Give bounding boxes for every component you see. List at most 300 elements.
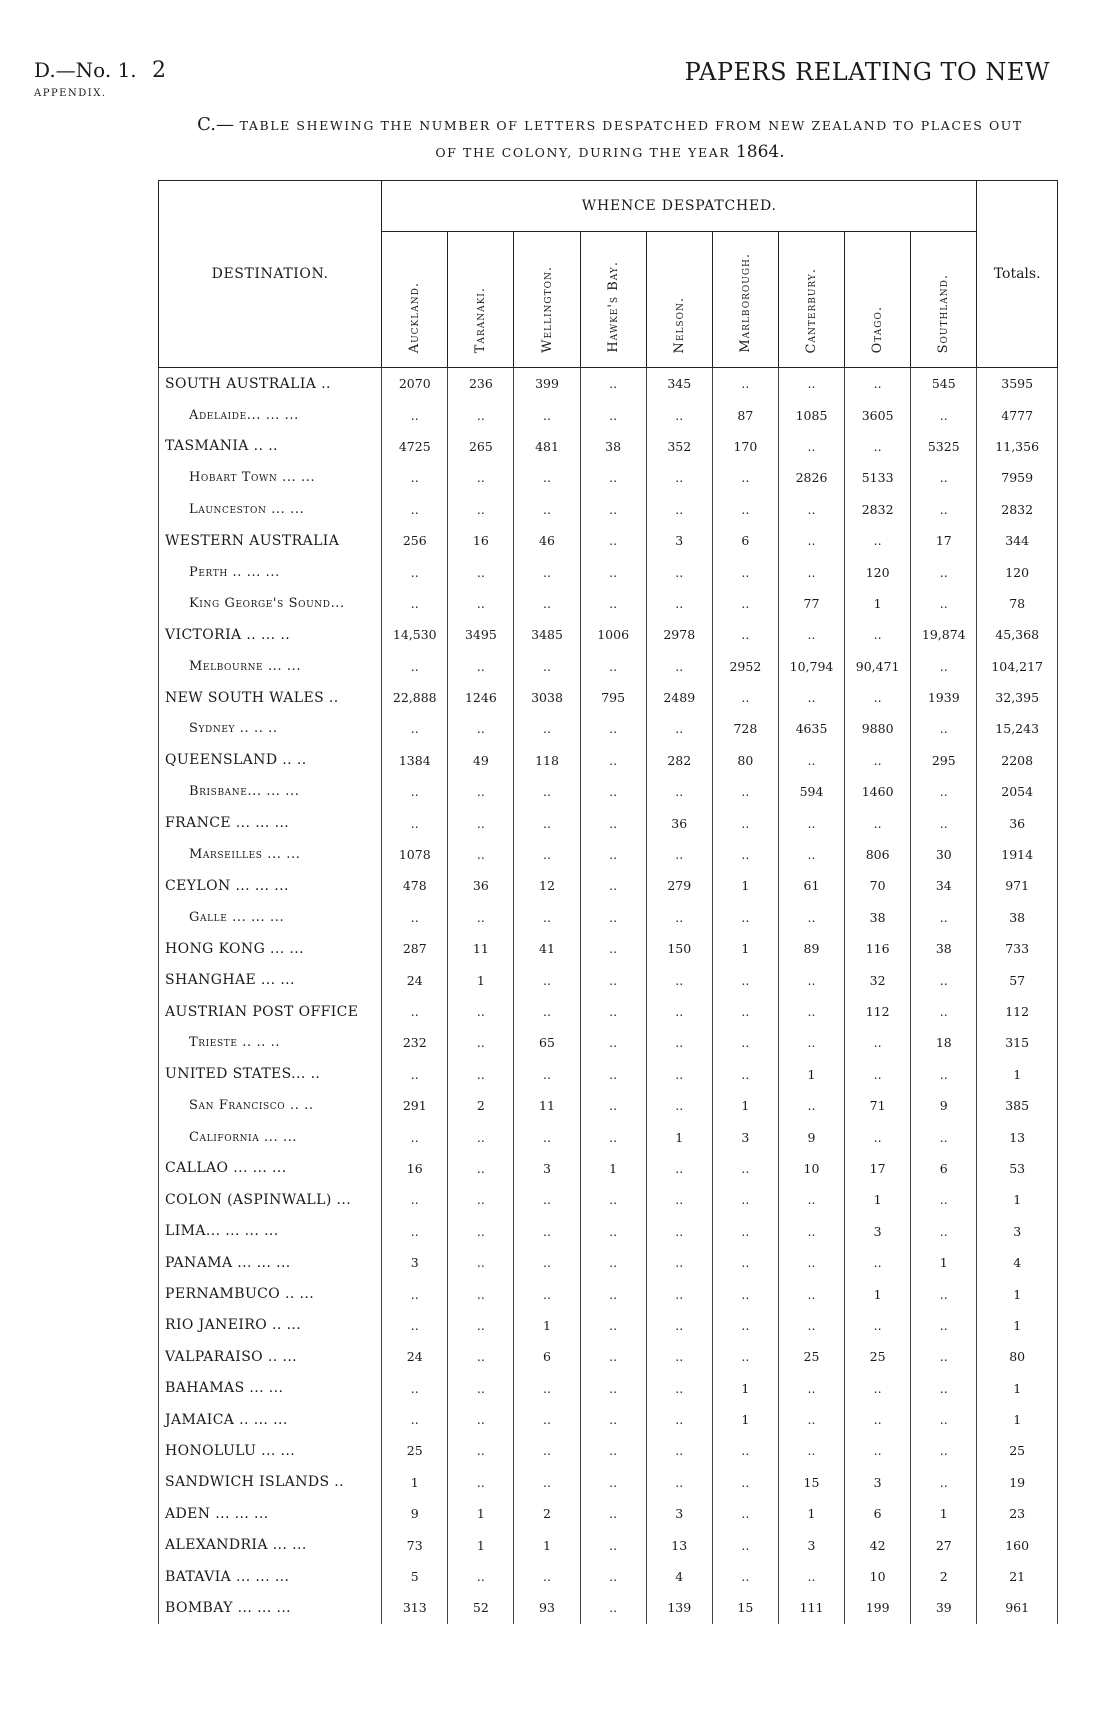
value-cell: .. xyxy=(712,1529,778,1560)
value-cell: .. xyxy=(646,1184,712,1215)
value-cell: 18 xyxy=(911,1027,977,1058)
value-cell: 4725 xyxy=(382,431,448,462)
destination-cell: Galle ... ... ... xyxy=(159,902,382,933)
total-cell: 21 xyxy=(977,1561,1058,1592)
value-cell: .. xyxy=(911,1121,977,1152)
value-cell: 46 xyxy=(514,525,580,556)
value-cell: 9 xyxy=(778,1121,844,1152)
value-cell: 1 xyxy=(778,1059,844,1090)
value-cell: .. xyxy=(712,682,778,713)
value-cell: .. xyxy=(911,651,977,682)
value-cell: .. xyxy=(778,996,844,1027)
table-row xyxy=(159,1592,1058,1623)
table-row xyxy=(159,807,1058,838)
value-cell: .. xyxy=(448,556,514,587)
value-cell: .. xyxy=(448,1435,514,1466)
value-cell: 38 xyxy=(845,902,911,933)
value-cell: 6 xyxy=(712,525,778,556)
value-cell: 291 xyxy=(382,1090,448,1121)
value-cell: .. xyxy=(448,1059,514,1090)
value-cell: .. xyxy=(580,745,646,776)
value-cell: 3038 xyxy=(514,682,580,713)
value-cell: .. xyxy=(448,651,514,682)
value-cell: 5133 xyxy=(845,462,911,493)
value-cell: .. xyxy=(580,1498,646,1529)
value-cell: .. xyxy=(712,1278,778,1309)
value-cell: .. xyxy=(712,494,778,525)
value-cell: 478 xyxy=(382,870,448,901)
value-cell: .. xyxy=(580,1404,646,1435)
destination-cell: Hobart Town ... ... xyxy=(159,462,382,493)
province-header xyxy=(580,232,646,368)
value-cell: .. xyxy=(514,996,580,1027)
value-cell: 1 xyxy=(778,1498,844,1529)
value-cell: .. xyxy=(448,776,514,807)
destination-cell: RIO JANEIRO .. ... xyxy=(159,1310,382,1341)
value-cell: .. xyxy=(448,1153,514,1184)
document-reference xyxy=(34,58,137,99)
table-title-line2: OF THE COLONY, DURING THE YEAR xyxy=(435,145,731,160)
value-cell: 2832 xyxy=(845,494,911,525)
value-cell: .. xyxy=(778,1310,844,1341)
value-cell: 118 xyxy=(514,745,580,776)
total-cell: 38 xyxy=(977,902,1058,933)
value-cell: .. xyxy=(580,996,646,1027)
value-cell: 89 xyxy=(778,933,844,964)
whence-despatched-header: WHENCE DESPATCHED. xyxy=(382,181,977,232)
value-cell: .. xyxy=(382,556,448,587)
total-cell: 1 xyxy=(977,1278,1058,1309)
value-cell: .. xyxy=(580,1278,646,1309)
value-cell: .. xyxy=(382,902,448,933)
value-cell: .. xyxy=(646,902,712,933)
destination-cell: VALPARAISO .. ... xyxy=(159,1341,382,1372)
value-cell: .. xyxy=(382,651,448,682)
destination-cell: LIMA... ... ... ... xyxy=(159,1216,382,1247)
total-cell: 23 xyxy=(977,1498,1058,1529)
destination-cell: King George's Sound... xyxy=(159,588,382,619)
table-title xyxy=(170,112,1050,166)
value-cell: .. xyxy=(580,1121,646,1152)
total-cell: 53 xyxy=(977,1153,1058,1184)
table-row xyxy=(159,1027,1058,1058)
value-cell: .. xyxy=(382,713,448,744)
value-cell: .. xyxy=(646,1467,712,1498)
table-row xyxy=(159,368,1058,400)
value-cell: 27 xyxy=(911,1529,977,1560)
province-header-label: Wellington. xyxy=(539,266,555,353)
value-cell: .. xyxy=(911,1467,977,1498)
value-cell: 1 xyxy=(448,964,514,995)
value-cell: 10,794 xyxy=(778,651,844,682)
value-cell: .. xyxy=(580,1184,646,1215)
province-header-label: Otago. xyxy=(870,305,886,353)
province-header xyxy=(646,232,712,368)
value-cell: 32 xyxy=(845,964,911,995)
value-cell: .. xyxy=(382,776,448,807)
value-cell: .. xyxy=(646,1435,712,1466)
value-cell: .. xyxy=(448,713,514,744)
value-cell: .. xyxy=(514,839,580,870)
value-cell: 545 xyxy=(911,368,977,400)
value-cell: 1384 xyxy=(382,745,448,776)
province-header xyxy=(448,232,514,368)
destination-cell: CALLAO ... ... ... xyxy=(159,1153,382,1184)
total-cell: 2208 xyxy=(977,745,1058,776)
total-cell: 1 xyxy=(977,1310,1058,1341)
value-cell: .. xyxy=(646,1341,712,1372)
value-cell: .. xyxy=(448,1561,514,1592)
value-cell: .. xyxy=(911,494,977,525)
value-cell: 5 xyxy=(382,1561,448,1592)
destination-cell: JAMAICA .. ... ... xyxy=(159,1404,382,1435)
destination-cell: UNITED STATES... .. xyxy=(159,1059,382,1090)
value-cell: 481 xyxy=(514,431,580,462)
value-cell: .. xyxy=(646,1090,712,1121)
value-cell: 170 xyxy=(712,431,778,462)
total-cell: 112 xyxy=(977,996,1058,1027)
table-row xyxy=(159,1561,1058,1592)
running-title: PAPERS RELATING TO NEW xyxy=(684,58,1050,86)
value-cell: .. xyxy=(778,431,844,462)
value-cell: 71 xyxy=(845,1090,911,1121)
total-cell: 25 xyxy=(977,1435,1058,1466)
table-row xyxy=(159,1059,1058,1090)
table-row xyxy=(159,1404,1058,1435)
value-cell: .. xyxy=(646,1247,712,1278)
value-cell: .. xyxy=(580,870,646,901)
table-row xyxy=(159,619,1058,650)
value-cell: 1 xyxy=(448,1529,514,1560)
value-cell: 25 xyxy=(778,1341,844,1372)
value-cell: .. xyxy=(646,1310,712,1341)
value-cell: .. xyxy=(580,1529,646,1560)
table-row xyxy=(159,1310,1058,1341)
table-row xyxy=(159,399,1058,430)
value-cell: .. xyxy=(712,588,778,619)
value-cell: .. xyxy=(382,1278,448,1309)
value-cell: .. xyxy=(580,556,646,587)
value-cell: 49 xyxy=(448,745,514,776)
value-cell: .. xyxy=(778,682,844,713)
value-cell: .. xyxy=(778,494,844,525)
value-cell: .. xyxy=(646,996,712,1027)
destination-cell: Brisbane... ... ... xyxy=(159,776,382,807)
value-cell: .. xyxy=(911,776,977,807)
value-cell: 93 xyxy=(514,1592,580,1623)
value-cell: .. xyxy=(845,525,911,556)
total-cell: 80 xyxy=(977,1341,1058,1372)
value-cell: 90,471 xyxy=(845,651,911,682)
destination-cell: ALEXANDRIA ... ... xyxy=(159,1529,382,1560)
value-cell: .. xyxy=(712,1216,778,1247)
value-cell: 13 xyxy=(646,1529,712,1560)
total-cell: 32,395 xyxy=(977,682,1058,713)
total-cell: 961 xyxy=(977,1592,1058,1623)
value-cell: .. xyxy=(580,1592,646,1623)
value-cell: 6 xyxy=(514,1341,580,1372)
value-cell: 6 xyxy=(911,1153,977,1184)
value-cell: .. xyxy=(845,1373,911,1404)
value-cell: .. xyxy=(778,839,844,870)
value-cell: .. xyxy=(646,1059,712,1090)
value-cell: 1 xyxy=(382,1467,448,1498)
value-cell: 1939 xyxy=(911,682,977,713)
value-cell: .. xyxy=(382,1404,448,1435)
letters-table xyxy=(158,180,1058,1624)
value-cell: 80 xyxy=(712,745,778,776)
value-cell: .. xyxy=(911,1059,977,1090)
value-cell: .. xyxy=(712,462,778,493)
value-cell: .. xyxy=(845,1121,911,1152)
value-cell: .. xyxy=(778,1561,844,1592)
value-cell: .. xyxy=(580,651,646,682)
value-cell: .. xyxy=(382,1373,448,1404)
value-cell: .. xyxy=(845,807,911,838)
value-cell: 2489 xyxy=(646,682,712,713)
value-cell: .. xyxy=(712,1498,778,1529)
province-header-label: Hawke's Bay. xyxy=(605,261,621,353)
value-cell: 24 xyxy=(382,1341,448,1372)
value-cell: .. xyxy=(911,996,977,1027)
value-cell: 70 xyxy=(845,870,911,901)
value-cell: .. xyxy=(580,1090,646,1121)
value-cell: .. xyxy=(514,462,580,493)
value-cell: 1 xyxy=(646,1121,712,1152)
value-cell: .. xyxy=(646,1404,712,1435)
total-cell: 57 xyxy=(977,964,1058,995)
value-cell: .. xyxy=(514,1121,580,1152)
value-cell: 39 xyxy=(911,1592,977,1623)
destination-cell: TASMANIA .. .. xyxy=(159,431,382,462)
total-cell: 120 xyxy=(977,556,1058,587)
table-row xyxy=(159,1341,1058,1372)
destination-header: DESTINATION. xyxy=(159,181,382,368)
total-cell: 1 xyxy=(977,1184,1058,1215)
value-cell: 52 xyxy=(448,1592,514,1623)
value-cell: 116 xyxy=(845,933,911,964)
value-cell: .. xyxy=(646,1278,712,1309)
value-cell: .. xyxy=(911,556,977,587)
value-cell: .. xyxy=(646,494,712,525)
value-cell: 15 xyxy=(712,1592,778,1623)
value-cell: 2070 xyxy=(382,368,448,400)
value-cell: .. xyxy=(712,807,778,838)
total-cell: 4777 xyxy=(977,399,1058,430)
value-cell: 5325 xyxy=(911,431,977,462)
value-cell: .. xyxy=(448,1027,514,1058)
value-cell: .. xyxy=(712,1561,778,1592)
province-header xyxy=(845,232,911,368)
table-row xyxy=(159,713,1058,744)
value-cell: 34 xyxy=(911,870,977,901)
value-cell: .. xyxy=(712,619,778,650)
value-cell: 1078 xyxy=(382,839,448,870)
value-cell: 265 xyxy=(448,431,514,462)
value-cell: .. xyxy=(712,1467,778,1498)
destination-cell: CEYLON ... ... ... xyxy=(159,870,382,901)
value-cell: .. xyxy=(448,1373,514,1404)
value-cell: 2 xyxy=(911,1561,977,1592)
value-cell: .. xyxy=(911,1310,977,1341)
value-cell: .. xyxy=(580,839,646,870)
value-cell: 232 xyxy=(382,1027,448,1058)
value-cell: 1 xyxy=(448,1498,514,1529)
value-cell: .. xyxy=(580,902,646,933)
value-cell: .. xyxy=(911,1184,977,1215)
value-cell: .. xyxy=(646,1153,712,1184)
value-cell: .. xyxy=(580,1216,646,1247)
total-cell: 15,243 xyxy=(977,713,1058,744)
destination-cell: San Francisco .. .. xyxy=(159,1090,382,1121)
value-cell: .. xyxy=(514,494,580,525)
value-cell: .. xyxy=(712,1059,778,1090)
value-cell: .. xyxy=(580,588,646,619)
total-cell: 7959 xyxy=(977,462,1058,493)
table-row xyxy=(159,588,1058,619)
province-header-label: Marlborough. xyxy=(737,253,753,353)
value-cell: .. xyxy=(845,431,911,462)
destination-cell: ADEN ... ... ... xyxy=(159,1498,382,1529)
value-cell: .. xyxy=(712,964,778,995)
value-cell: 10 xyxy=(778,1153,844,1184)
value-cell: 22,888 xyxy=(382,682,448,713)
value-cell: 16 xyxy=(448,525,514,556)
province-header-label: Canterbury. xyxy=(804,267,819,353)
value-cell: .. xyxy=(514,399,580,430)
value-cell: 10 xyxy=(845,1561,911,1592)
destination-cell: BATAVIA ... ... ... xyxy=(159,1561,382,1592)
value-cell: 30 xyxy=(911,839,977,870)
value-cell: .. xyxy=(514,1435,580,1466)
value-cell: .. xyxy=(712,1310,778,1341)
value-cell: 313 xyxy=(382,1592,448,1623)
table-row xyxy=(159,1184,1058,1215)
value-cell: 61 xyxy=(778,870,844,901)
value-cell: 1246 xyxy=(448,682,514,713)
total-cell: 160 xyxy=(977,1529,1058,1560)
value-cell: .. xyxy=(712,1341,778,1372)
value-cell: .. xyxy=(845,1247,911,1278)
value-cell: 4635 xyxy=(778,713,844,744)
total-cell: 385 xyxy=(977,1090,1058,1121)
table-row xyxy=(159,525,1058,556)
value-cell: .. xyxy=(911,964,977,995)
value-cell: .. xyxy=(382,494,448,525)
value-cell: 1 xyxy=(911,1498,977,1529)
value-cell: 795 xyxy=(580,682,646,713)
value-cell: .. xyxy=(448,1216,514,1247)
value-cell: 1 xyxy=(712,1090,778,1121)
value-cell: .. xyxy=(712,776,778,807)
value-cell: .. xyxy=(448,462,514,493)
value-cell: .. xyxy=(448,1467,514,1498)
value-cell: 42 xyxy=(845,1529,911,1560)
value-cell: 139 xyxy=(646,1592,712,1623)
destination-cell: SOUTH AUSTRALIA .. xyxy=(159,368,382,400)
value-cell: .. xyxy=(382,1310,448,1341)
value-cell: .. xyxy=(911,1373,977,1404)
value-cell: .. xyxy=(580,1561,646,1592)
appendix-label: APPENDIX. xyxy=(34,88,107,99)
total-cell: 1 xyxy=(977,1373,1058,1404)
value-cell: .. xyxy=(911,1216,977,1247)
value-cell: .. xyxy=(712,902,778,933)
value-cell: .. xyxy=(580,776,646,807)
value-cell: .. xyxy=(448,399,514,430)
value-cell: .. xyxy=(712,996,778,1027)
value-cell: .. xyxy=(778,1373,844,1404)
value-cell: .. xyxy=(448,1121,514,1152)
value-cell: .. xyxy=(646,399,712,430)
value-cell: .. xyxy=(712,1027,778,1058)
value-cell: 3 xyxy=(382,1247,448,1278)
destination-cell: California ... ... xyxy=(159,1121,382,1152)
destination-cell: Launceston ... ... xyxy=(159,494,382,525)
value-cell: .. xyxy=(580,462,646,493)
table-row xyxy=(159,933,1058,964)
value-cell: .. xyxy=(911,1278,977,1309)
value-cell: 17 xyxy=(911,525,977,556)
value-cell: 2978 xyxy=(646,619,712,650)
value-cell: 65 xyxy=(514,1027,580,1058)
value-cell: 806 xyxy=(845,839,911,870)
value-cell: .. xyxy=(580,1373,646,1404)
value-cell: .. xyxy=(778,745,844,776)
value-cell: 3 xyxy=(845,1467,911,1498)
table-row xyxy=(159,996,1058,1027)
value-cell: 1 xyxy=(580,1153,646,1184)
value-cell: 120 xyxy=(845,556,911,587)
total-cell: 104,217 xyxy=(977,651,1058,682)
value-cell: .. xyxy=(712,556,778,587)
province-header-label: Nelson. xyxy=(671,296,687,353)
value-cell: .. xyxy=(580,964,646,995)
value-cell: .. xyxy=(580,368,646,400)
value-cell: .. xyxy=(646,556,712,587)
value-cell: .. xyxy=(448,1341,514,1372)
value-cell: .. xyxy=(646,713,712,744)
value-cell: .. xyxy=(514,1278,580,1309)
destination-cell: WESTERN AUSTRALIA xyxy=(159,525,382,556)
value-cell: .. xyxy=(845,1310,911,1341)
value-cell: 2 xyxy=(514,1498,580,1529)
value-cell: .. xyxy=(448,1247,514,1278)
value-cell: .. xyxy=(514,902,580,933)
table-letter: C.— xyxy=(197,114,234,135)
value-cell: .. xyxy=(580,1467,646,1498)
value-cell: .. xyxy=(382,1121,448,1152)
value-cell: 3 xyxy=(845,1216,911,1247)
value-cell: .. xyxy=(514,776,580,807)
value-cell: 9 xyxy=(382,1498,448,1529)
total-cell: 45,368 xyxy=(977,619,1058,650)
value-cell: .. xyxy=(448,902,514,933)
value-cell: .. xyxy=(382,807,448,838)
value-cell: .. xyxy=(778,368,844,400)
value-cell: .. xyxy=(580,525,646,556)
value-cell: .. xyxy=(448,996,514,1027)
value-cell: 1 xyxy=(845,1278,911,1309)
value-cell: .. xyxy=(712,368,778,400)
value-cell: .. xyxy=(646,1216,712,1247)
total-cell: 1 xyxy=(977,1059,1058,1090)
value-cell: 352 xyxy=(646,431,712,462)
value-cell: 282 xyxy=(646,745,712,776)
destination-cell: PERNAMBUCO .. ... xyxy=(159,1278,382,1309)
value-cell: 15 xyxy=(778,1467,844,1498)
destination-cell: PANAMA ... ... ... xyxy=(159,1247,382,1278)
